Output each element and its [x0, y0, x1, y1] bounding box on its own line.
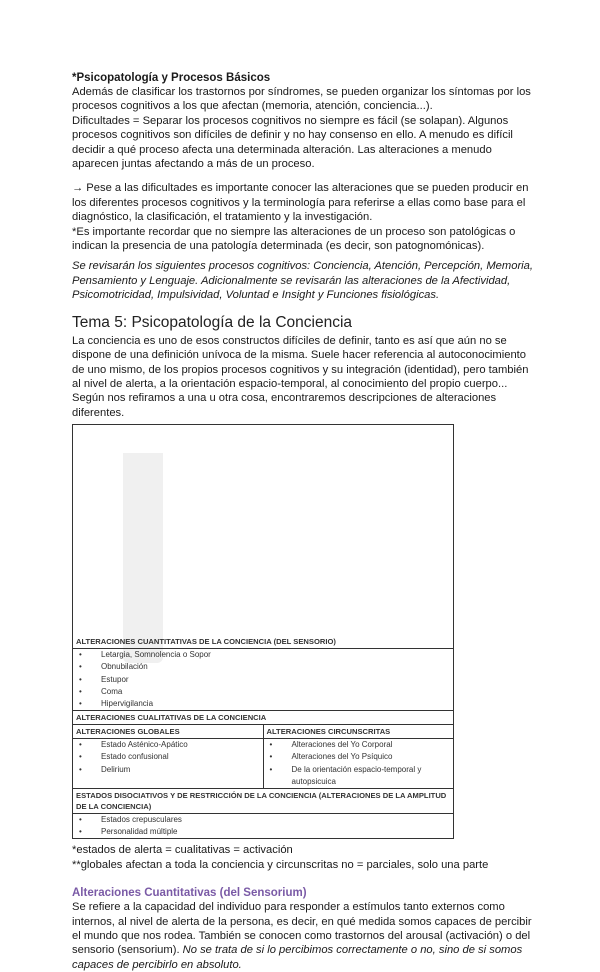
- list-item: • Coma: [79, 686, 453, 698]
- tema-title: Tema 5: Psicopatología de la Conciencia: [72, 313, 353, 331]
- globales-header: ALTERACIONES GLOBALES: [73, 725, 263, 739]
- document-page: [72, 71, 534, 972]
- cuantitativas-list: [73, 649, 453, 710]
- list-item: • Personalidad múltiple: [79, 826, 453, 838]
- list-item: • Delirium: [79, 764, 263, 776]
- intro-title: *Psicopatología y Procesos Básicos: [72, 72, 271, 84]
- circunscritas-header: ALTERACIONES CIRCUNSCRITAS: [264, 725, 454, 739]
- list-item: • Estados crepusculares: [79, 814, 453, 826]
- list-item: • Obnubilación: [79, 661, 453, 673]
- intro-paragraph-4: *Es importante recordar que no siempre las alteraciones de un proceso son patológicas o indican la presencia de una patología determinada (es decir, son patognomónicas).: [72, 225, 516, 253]
- cuantitativas-title: Alteraciones Cuantitativas (del Sensorium): [72, 887, 307, 900]
- list-item: • De la orientación espacio-temporal y autopsicuica: [270, 764, 454, 788]
- note-2: **globales afectan a toda la conciencia y circunscritas no = parciales, solo una parte: [72, 858, 489, 871]
- list-item: • Alteraciones del Yo Psíquico: [270, 751, 454, 763]
- cuantitativas-text: Se refiere a la capacidad del individuo para responder a estímulos tanto externos como internos, al nivel de alerta de la persona, es decir, en qué medida somos capaces de percibir el mundo que nos rodea. También se conocen como trastornos del arousal (activación) o del sensorio (sensorium).: [72, 901, 532, 957]
- alteraciones-table: [72, 424, 454, 839]
- intro-paragraph-3: → Pese a las dificultades es importante conocer las alteraciones que se pueden producir en los diferentes procesos cognitivos y la terminología para referirse a ellas como base para el diagnóstico, la clasificación, el tratamiento y la investigación.: [72, 182, 529, 224]
- intro-paragraph-1: Además de clasificar los trastornos por síndromes, se pueden organizar los síntomas por los procesos cognitivos a los que afectan (memoria, atención, conciencia...).: [72, 86, 531, 113]
- cuantitativas-paragraph: [72, 900, 534, 972]
- circunscritas-list: [264, 739, 454, 788]
- list-item: • Letargia, Somnolencia o Sopor: [79, 649, 453, 661]
- note-1: *estados de alerta = cualitativas = activación: [72, 844, 293, 857]
- intro-paragraph-2: Dificultades = Separar los procesos cognitivos no siempre es fácil (se solapan). Algunos procesos cognitivos son difíciles de definir y no hay consenso en ello. A menudo es difícil decidir a qué proceso afecta una determinada alteración. Las alteraciones a menudo aparecen juntas afectando a más de un proceso.: [72, 114, 513, 171]
- list-item: • Alteraciones del Yo Corporal: [270, 739, 454, 751]
- cualitativas-header: ALTERACIONES CUALITATIVAS DE LA CONCIENCIA: [73, 711, 453, 725]
- circunscritas-column: [263, 725, 454, 788]
- list-item: • Estupor: [79, 674, 453, 686]
- cuantitativas-italic-text: No se trata de si lo percibimos correctamente o no, sino de si somos capaces de percibirlo en absoluto.: [72, 944, 523, 971]
- list-item: • Estado Asténico-Apático: [79, 739, 263, 751]
- disociativos-header: ESTADOS DISOCIATIVOS Y DE RESTRICCIÓN DE LA CONCIENCIA (ALTERACIONES DE LA AMPLITUD DE LA CONCIENCIA): [73, 789, 453, 814]
- globales-list: [73, 739, 263, 776]
- disociativos-list: [73, 814, 453, 838]
- watermark-logo: [123, 453, 163, 663]
- cuantitativas-header: ALTERACIONES CUANTITATIVAS DE LA CONCIENCIA (DEL SENSORIO): [73, 635, 453, 649]
- tema-paragraph-1: La conciencia es uno de esos constructos difíciles de definir, tanto es así que aún no se dispone de una definición unívoca de la misma. Suele hacer referencia al autoconocimiento de uno mismo, de los propios procesos cognitivos y su integración (identidad), pero también al nivel de alerta, a la orientación espacio-temporal, al conocimiento del propio cuerpo... Según nos refiramos a una u otra cosa, encontraremos descripciones de alteraciones diferentes.: [72, 334, 529, 419]
- list-item: • Estado confusional: [79, 751, 263, 763]
- alteraciones-table-figure: [72, 424, 534, 839]
- intro-paragraph-5: Se revisarán los siguientes procesos cognitivos: Conciencia, Atención, Percepción, Memoria, Pensamiento y Lenguaje. Adicionalmente se revisarán las alteraciones de la Afectividad, Psicomotricidad, Impulsividad, Voluntad e Insight y Funciones fisiológicas.: [72, 260, 533, 302]
- globales-column: [73, 725, 263, 788]
- list-item: • Hipervigilancia: [79, 698, 453, 710]
